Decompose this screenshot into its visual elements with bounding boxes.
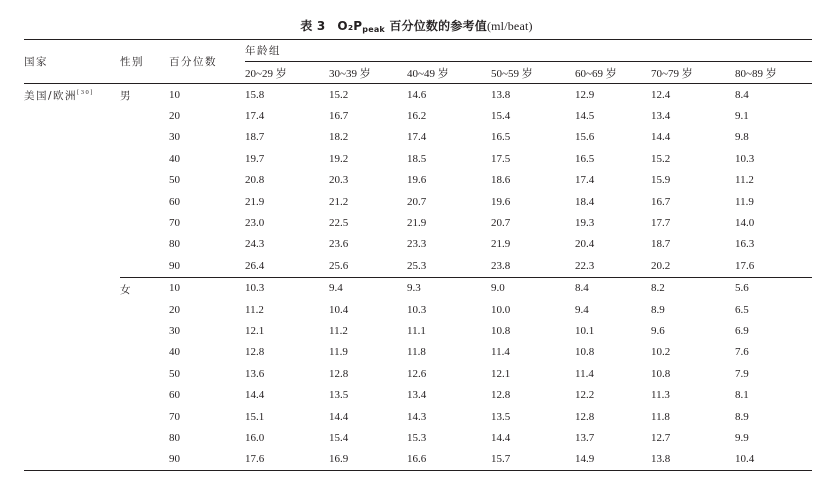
percentile-cell: 40 xyxy=(169,346,180,359)
value-cell: 16.7 xyxy=(329,110,349,123)
value-cell: 20.3 xyxy=(329,174,349,187)
percentile-cell: 20 xyxy=(169,303,180,316)
value-cell: 14.9 xyxy=(575,453,595,466)
value-cell: 24.3 xyxy=(245,238,265,251)
value-cell: 15.8 xyxy=(245,88,265,101)
value-cell: 13.5 xyxy=(491,410,511,423)
value-cell: 16.7 xyxy=(651,195,671,208)
value-cell: 10.3 xyxy=(245,277,329,299)
header-age-0: 20~29 岁 xyxy=(245,62,329,84)
header-age-group: 年龄组 xyxy=(245,40,812,62)
value-cell: 18.7 xyxy=(245,131,265,144)
value-cell: 16.5 xyxy=(491,131,511,144)
value-cell: 13.4 xyxy=(407,389,427,402)
value-cell: 23.3 xyxy=(407,238,427,251)
region-name: 美国/欧洲 xyxy=(24,90,78,102)
caption-title-subscript: peak xyxy=(362,25,385,34)
value-cell: 12.8 xyxy=(491,389,511,402)
value-cell: 8.9 xyxy=(651,303,665,316)
table-header xyxy=(24,40,812,84)
value-cell: 10.8 xyxy=(651,367,671,380)
table-number: 表 3 xyxy=(300,19,326,33)
value-cell: 17.7 xyxy=(651,217,671,230)
percentile-cell: 60 xyxy=(169,389,180,402)
value-cell: 10.8 xyxy=(491,324,511,337)
value-cell: 19.2 xyxy=(329,152,349,165)
value-cell: 13.8 xyxy=(651,453,671,466)
value-cell: 21.9 xyxy=(245,195,265,208)
value-cell: 12.4 xyxy=(651,88,671,101)
header-percentile: 百分位数 xyxy=(169,40,245,84)
value-cell: 10.2 xyxy=(651,346,671,359)
value-cell: 11.8 xyxy=(651,410,670,423)
value-cell: 12.9 xyxy=(575,88,595,101)
value-cell: 9.8 xyxy=(735,131,749,144)
value-cell: 17.5 xyxy=(491,152,511,165)
sex-cell: 女 xyxy=(120,277,169,471)
value-cell: 15.1 xyxy=(245,410,265,423)
value-cell: 18.6 xyxy=(491,174,511,187)
value-cell: 11.9 xyxy=(735,195,754,208)
value-cell: 15.4 xyxy=(329,431,349,444)
table-body xyxy=(24,84,812,471)
value-cell: 10.0 xyxy=(491,303,511,316)
value-cell: 21.2 xyxy=(329,195,349,208)
value-cell: 10.4 xyxy=(735,453,755,466)
header-age-2: 40~49 岁 xyxy=(407,62,491,84)
value-cell: 14.4 xyxy=(491,431,511,444)
value-cell: 8.4 xyxy=(575,277,651,299)
value-cell: 8.4 xyxy=(735,88,749,101)
percentile-cell: 30 xyxy=(169,324,180,337)
value-cell: 22.3 xyxy=(575,259,595,272)
value-cell: 6.5 xyxy=(735,303,749,316)
value-cell: 23.8 xyxy=(491,259,511,272)
percentile-cell: 50 xyxy=(169,174,180,187)
value-cell: 26.4 xyxy=(245,259,265,272)
percentile-cell: 30 xyxy=(169,131,180,144)
value-cell: 13.7 xyxy=(575,431,595,444)
value-cell: 12.2 xyxy=(575,389,595,402)
value-cell: 17.6 xyxy=(735,259,755,272)
value-cell: 14.6 xyxy=(407,88,427,101)
percentile-reference-table xyxy=(24,39,812,471)
value-cell: 16.2 xyxy=(407,110,427,123)
value-cell: 19.3 xyxy=(575,217,595,230)
value-cell: 10.1 xyxy=(575,324,595,337)
value-cell: 10.8 xyxy=(575,346,595,359)
value-cell: 18.2 xyxy=(329,131,349,144)
value-cell: 14.4 xyxy=(651,131,671,144)
value-cell: 12.8 xyxy=(575,410,595,423)
value-cell: 21.9 xyxy=(491,238,511,251)
table-row xyxy=(24,84,812,106)
caption-title-prefix: O₂P xyxy=(337,19,363,33)
percentile-cell: 60 xyxy=(169,195,180,208)
caption-unit: (ml/beat) xyxy=(486,19,533,33)
value-cell: 15.3 xyxy=(407,431,427,444)
value-cell: 6.9 xyxy=(735,324,749,337)
value-cell: 10.4 xyxy=(329,303,349,316)
value-cell: 20.2 xyxy=(651,259,671,272)
value-cell: 17.4 xyxy=(245,110,265,123)
value-cell: 13.5 xyxy=(329,389,349,402)
value-cell: 15.6 xyxy=(575,131,595,144)
value-cell: 14.4 xyxy=(329,410,349,423)
percentile-cell: 50 xyxy=(169,367,180,380)
value-cell: 14.3 xyxy=(407,410,427,423)
header-age-5: 70~79 岁 xyxy=(651,62,735,84)
value-cell: 7.9 xyxy=(735,367,749,380)
value-cell: 18.5 xyxy=(407,152,427,165)
sex-cell: 男 xyxy=(120,90,132,102)
value-cell: 13.8 xyxy=(491,88,511,101)
percentile-cell: 80 xyxy=(169,431,180,444)
value-cell: 14.0 xyxy=(735,217,755,230)
table-caption xyxy=(0,17,833,34)
value-cell: 25.6 xyxy=(329,259,349,272)
value-cell: 18.7 xyxy=(651,238,671,251)
value-cell: 23.6 xyxy=(329,238,349,251)
value-cell: 9.6 xyxy=(651,324,665,337)
header-country: 国家 xyxy=(24,40,120,84)
value-cell: 9.4 xyxy=(575,303,589,316)
value-cell: 17.4 xyxy=(575,174,595,187)
value-cell: 10.3 xyxy=(407,303,427,316)
percentile-cell: 70 xyxy=(169,217,180,230)
value-cell: 16.5 xyxy=(575,152,595,165)
value-cell: 15.2 xyxy=(329,88,349,101)
region-reference: [30] xyxy=(77,89,94,96)
value-cell: 11.8 xyxy=(407,346,426,359)
value-cell: 20.4 xyxy=(575,238,595,251)
value-cell: 15.9 xyxy=(651,174,671,187)
value-cell: 12.8 xyxy=(329,367,349,380)
value-cell: 11.2 xyxy=(329,324,348,337)
value-cell: 11.4 xyxy=(491,346,510,359)
value-cell: 11.4 xyxy=(575,367,594,380)
percentile-cell: 70 xyxy=(169,410,180,423)
value-cell: 12.1 xyxy=(491,367,511,380)
value-cell: 5.6 xyxy=(735,277,812,299)
value-cell: 11.2 xyxy=(245,303,264,316)
value-cell: 13.4 xyxy=(651,110,671,123)
value-cell: 11.3 xyxy=(651,389,670,402)
value-cell: 21.9 xyxy=(407,217,427,230)
value-cell: 12.7 xyxy=(651,431,671,444)
header-age-4: 60~69 岁 xyxy=(575,62,651,84)
value-cell: 19.6 xyxy=(491,195,511,208)
value-cell: 12.6 xyxy=(407,367,427,380)
value-cell: 20.7 xyxy=(491,217,511,230)
header-age-1: 30~39 岁 xyxy=(329,62,407,84)
value-cell: 20.7 xyxy=(407,195,427,208)
value-cell: 16.9 xyxy=(329,453,349,466)
value-cell: 12.1 xyxy=(245,324,265,337)
value-cell: 9.1 xyxy=(735,110,749,123)
value-cell: 19.7 xyxy=(245,152,265,165)
percentile-cell: 90 xyxy=(169,453,180,466)
value-cell: 9.9 xyxy=(735,431,749,444)
value-cell: 15.4 xyxy=(491,110,511,123)
header-sex: 性别 xyxy=(120,40,169,84)
value-cell: 16.3 xyxy=(735,238,755,251)
region-cell xyxy=(24,84,120,471)
percentile-cell: 90 xyxy=(169,259,180,272)
percentile-cell: 10 xyxy=(169,88,180,101)
value-cell: 8.9 xyxy=(735,410,749,423)
value-cell: 11.9 xyxy=(329,346,348,359)
value-cell: 7.6 xyxy=(735,346,749,359)
value-cell: 12.8 xyxy=(245,346,265,359)
value-cell: 22.5 xyxy=(329,217,349,230)
value-cell: 10.3 xyxy=(735,152,755,165)
value-cell: 14.4 xyxy=(245,389,265,402)
value-cell: 9.4 xyxy=(329,277,407,299)
value-cell: 15.7 xyxy=(491,453,511,466)
value-cell: 11.2 xyxy=(735,174,754,187)
caption-title-suffix: 百分位数的参考值 xyxy=(384,19,487,33)
header-age-3: 50~59 岁 xyxy=(491,62,575,84)
percentile-cell: 10 xyxy=(169,277,245,299)
value-cell: 17.4 xyxy=(407,131,427,144)
percentile-cell: 20 xyxy=(169,110,180,123)
value-cell: 9.3 xyxy=(407,277,491,299)
percentile-cell: 80 xyxy=(169,238,180,251)
value-cell: 8.1 xyxy=(735,389,749,402)
value-cell: 9.0 xyxy=(491,277,575,299)
table-row xyxy=(24,277,812,299)
value-cell: 19.6 xyxy=(407,174,427,187)
value-cell: 14.5 xyxy=(575,110,595,123)
value-cell: 11.1 xyxy=(407,324,426,337)
value-cell: 13.6 xyxy=(245,367,265,380)
percentile-cell: 40 xyxy=(169,152,180,165)
value-cell: 23.0 xyxy=(245,217,265,230)
value-cell: 17.6 xyxy=(245,453,265,466)
value-cell: 16.0 xyxy=(245,431,265,444)
value-cell: 20.8 xyxy=(245,174,265,187)
value-cell: 8.2 xyxy=(651,277,735,299)
value-cell: 25.3 xyxy=(407,259,427,272)
value-cell: 15.2 xyxy=(651,152,671,165)
value-cell: 16.6 xyxy=(407,453,427,466)
header-age-6: 80~89 岁 xyxy=(735,62,812,84)
value-cell: 18.4 xyxy=(575,195,595,208)
